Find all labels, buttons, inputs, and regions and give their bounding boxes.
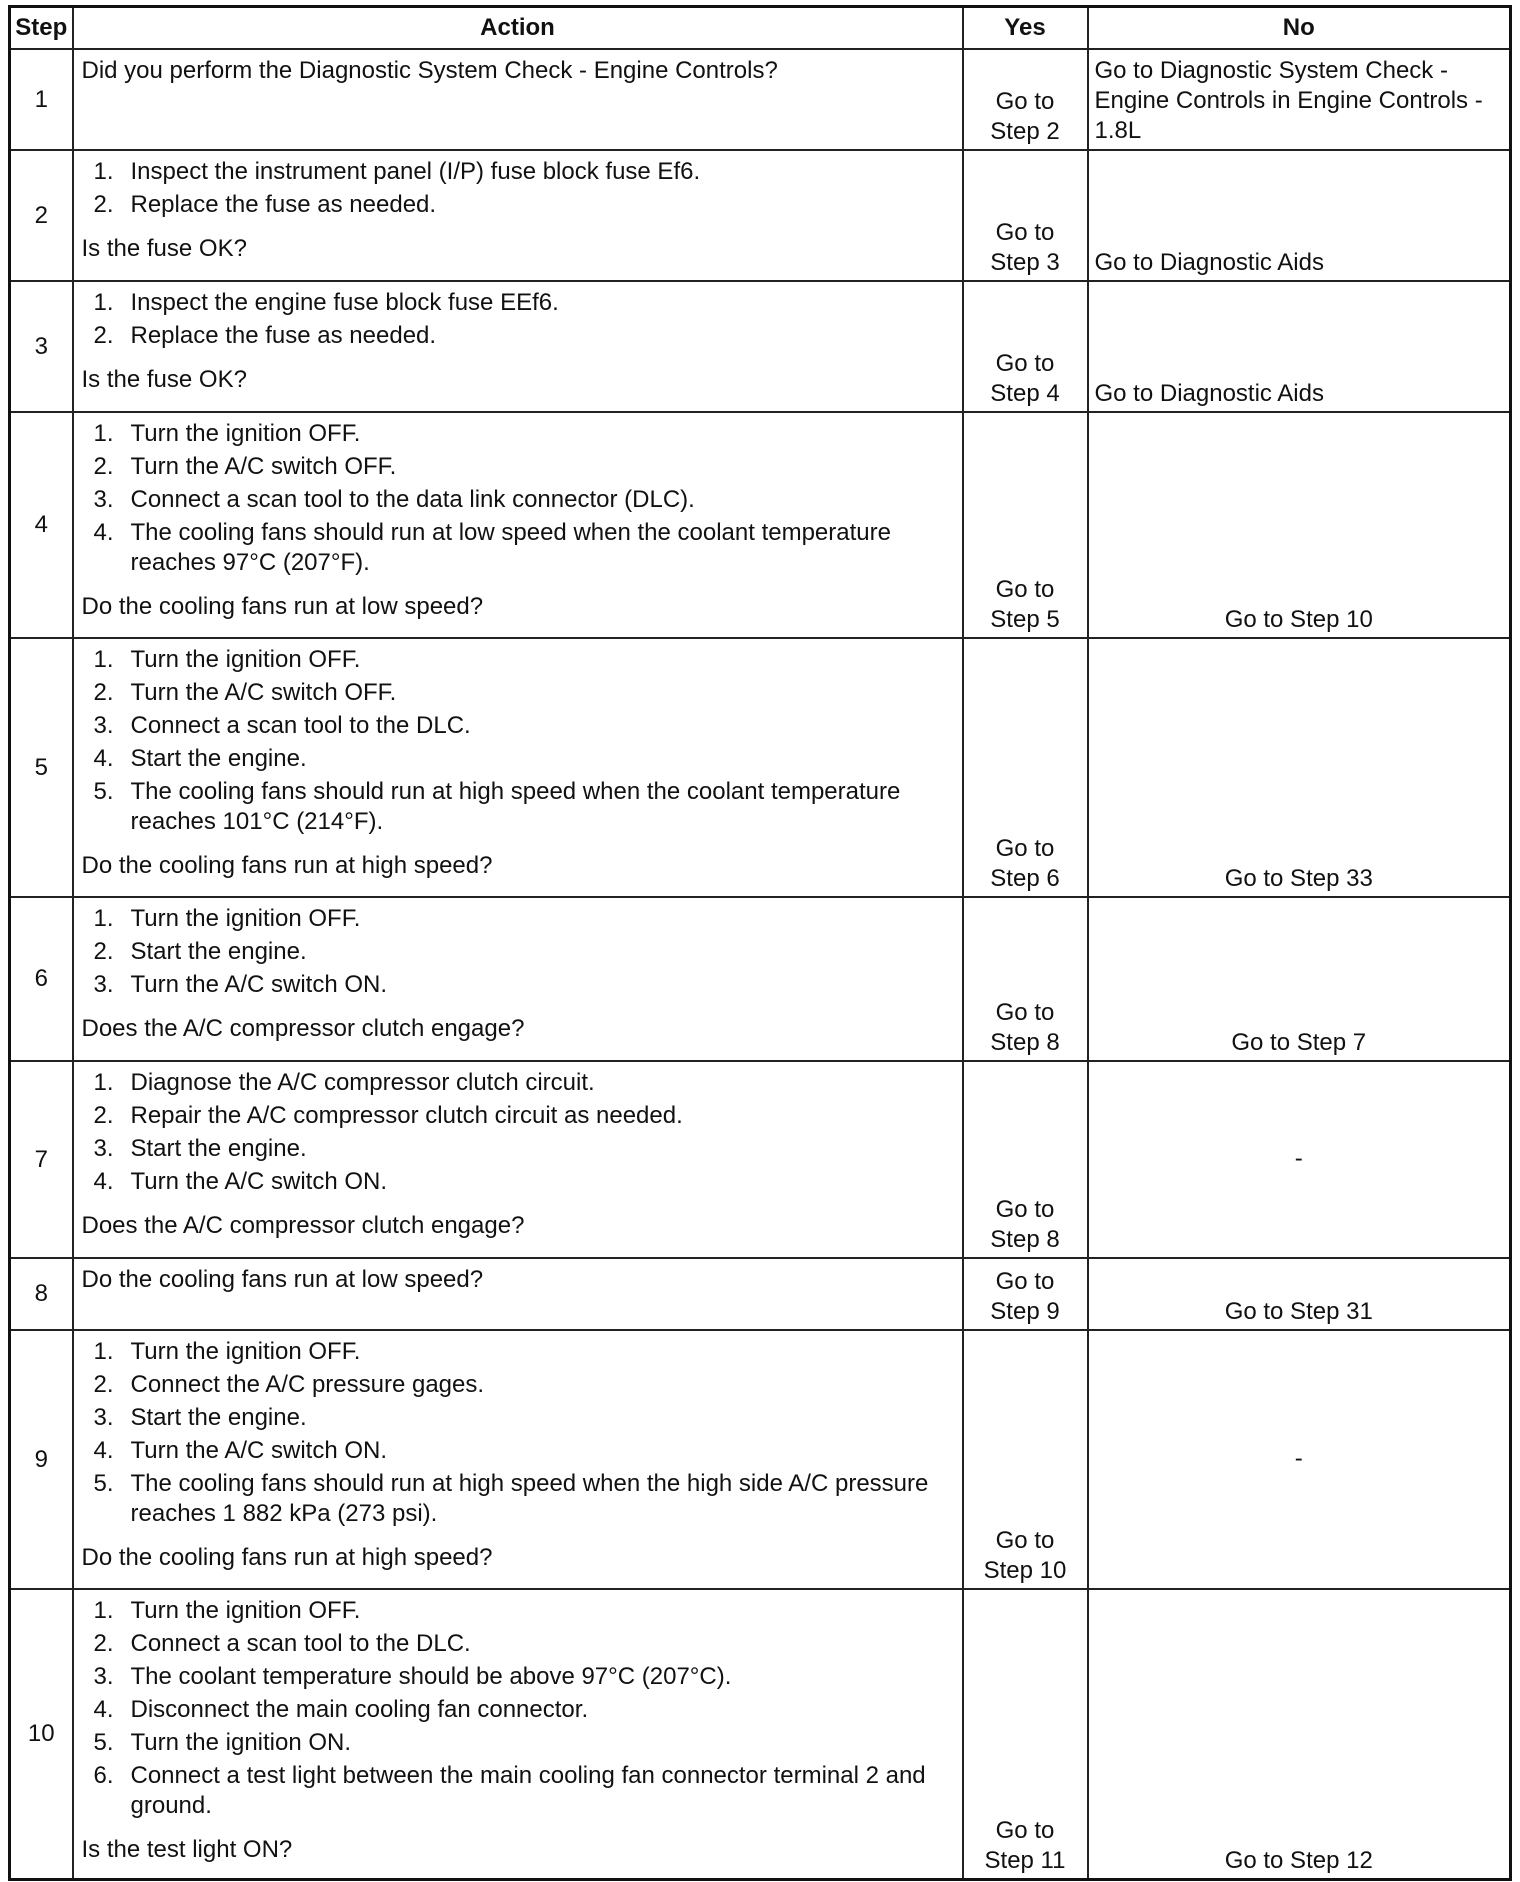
yes-cell xyxy=(963,281,1088,412)
action-steps xyxy=(82,419,954,578)
action-steps xyxy=(82,1068,954,1197)
item-text: Connect the A/C pressure gages. xyxy=(130,1371,485,1398)
header-yes: Yes xyxy=(963,7,1088,50)
item-number: 1. xyxy=(93,646,114,673)
action-question: Do the cooling fans run at high speed? xyxy=(81,852,493,879)
yes-goto: Go to xyxy=(995,576,1055,603)
item-text: Turn the ignition OFF. xyxy=(130,1597,361,1624)
item-number: 4. xyxy=(93,1696,114,1723)
no-cell: Go to Step 31 xyxy=(1088,1258,1511,1330)
item-number: 2. xyxy=(93,938,114,965)
item-number: 1. xyxy=(93,905,114,932)
item-text: Start the engine. xyxy=(130,745,307,772)
item-number: 3. xyxy=(93,1663,114,1690)
list-item xyxy=(82,1761,954,1821)
item-number: 1. xyxy=(93,289,114,316)
item-text: Start the engine. xyxy=(130,1404,307,1431)
no-cell: Go to Step 12 xyxy=(1088,1589,1511,1879)
table-row xyxy=(10,281,1511,412)
yes-step: Step 8 xyxy=(990,1226,1060,1253)
item-number: 4. xyxy=(93,519,114,546)
yes-goto: Go to xyxy=(995,88,1055,115)
list-item xyxy=(82,1403,954,1433)
item-text: Turn the ignition OFF. xyxy=(130,420,361,447)
list-item xyxy=(82,970,954,1000)
item-text: Start the engine. xyxy=(130,1135,307,1162)
item-number: 1. xyxy=(93,1069,114,1096)
list-item xyxy=(82,1695,954,1725)
yes-step: Step 11 xyxy=(984,1846,1066,1874)
item-text: Repair the A/C compressor clutch circuit as needed. xyxy=(130,1102,683,1129)
item-text: Disconnect the main cooling fan connector. xyxy=(130,1696,589,1723)
list-item xyxy=(82,1337,954,1367)
item-text: Turn the ignition OFF. xyxy=(130,646,361,673)
table-row xyxy=(10,638,1511,897)
action-steps xyxy=(82,1337,954,1529)
table-row xyxy=(10,897,1511,1061)
item-number: 4. xyxy=(93,1437,114,1464)
list-item xyxy=(82,1662,954,1692)
yes-cell xyxy=(963,1258,1088,1330)
step-number: 10 xyxy=(10,1589,73,1879)
list-item xyxy=(82,1728,954,1758)
item-text: The cooling fans should run at high speed when the high side A/C pressure reaches 1 882 kPa (273 psi). xyxy=(130,1470,929,1527)
item-text: Start the engine. xyxy=(130,938,307,965)
item-number: 3. xyxy=(93,1135,114,1162)
list-item xyxy=(82,1436,954,1466)
list-item xyxy=(82,157,954,187)
item-number: 6. xyxy=(93,1762,114,1789)
item-text: The coolant temperature should be above 97°C (207°C). xyxy=(130,1663,732,1690)
action-question: Do the cooling fans run at high speed? xyxy=(81,1544,493,1571)
table-row xyxy=(10,150,1511,281)
item-text: The cooling fans should run at low speed when the coolant temperature reaches 97°C (207°F). xyxy=(130,519,891,576)
item-text: Replace the fuse as needed. xyxy=(130,322,437,349)
step-number: 1 xyxy=(10,49,73,150)
item-text: Diagnose the A/C compressor clutch circuit. xyxy=(130,1069,595,1096)
action-cell xyxy=(73,412,963,638)
item-number: 1. xyxy=(93,158,114,185)
action-question: Did you perform the Diagnostic System Check - Engine Controls? xyxy=(81,57,778,84)
item-text: Turn the ignition OFF. xyxy=(130,1338,361,1365)
no-cell: Go to Step 33 xyxy=(1088,638,1511,897)
action-question: Does the A/C compressor clutch engage? xyxy=(81,1212,525,1239)
item-text: Connect a test light between the main cooling fan connector terminal 2 and ground. xyxy=(130,1762,926,1819)
yes-goto: Go to xyxy=(995,835,1055,862)
yes-step: Step 5 xyxy=(990,606,1060,633)
item-number: 2. xyxy=(93,1630,114,1657)
item-text: Inspect the instrument panel (I/P) fuse block fuse Ef6. xyxy=(130,158,701,185)
list-item xyxy=(82,452,954,482)
no-cell: - xyxy=(1088,1061,1511,1258)
yes-goto: Go to xyxy=(995,1196,1055,1223)
no-cell: Go to Diagnostic System Check - Engine Controls in Engine Controls - 1.8L xyxy=(1088,49,1511,150)
item-number: 1. xyxy=(93,1597,114,1624)
list-item xyxy=(82,937,954,967)
yes-goto: Go to xyxy=(995,1816,1055,1844)
action-cell xyxy=(73,638,963,897)
list-item xyxy=(82,1101,954,1131)
yes-goto: Go to xyxy=(995,350,1055,377)
item-text: Turn the A/C switch ON. xyxy=(130,1437,388,1464)
action-cell xyxy=(73,897,963,1061)
action-question: Is the fuse OK? xyxy=(81,366,247,393)
yes-cell xyxy=(963,150,1088,281)
yes-step: Step 3 xyxy=(990,249,1060,276)
action-cell xyxy=(73,1258,963,1330)
action-cell xyxy=(73,150,963,281)
list-item xyxy=(82,419,954,449)
step-number: 4 xyxy=(10,412,73,638)
item-number: 4. xyxy=(93,1168,114,1195)
yes-cell xyxy=(963,49,1088,150)
table-row xyxy=(10,1330,1511,1589)
list-item xyxy=(82,744,954,774)
item-text: Turn the A/C switch ON. xyxy=(130,1168,388,1195)
yes-goto: Go to xyxy=(995,1268,1055,1295)
no-cell: Go to Step 7 xyxy=(1088,897,1511,1061)
no-cell: Go to Diagnostic Aids xyxy=(1088,281,1511,412)
yes-step: Step 6 xyxy=(990,865,1060,892)
yes-step: Step 10 xyxy=(983,1557,1067,1584)
action-steps xyxy=(82,904,954,1000)
action-question: Is the test light ON? xyxy=(81,1836,293,1863)
item-number: 3. xyxy=(93,1404,114,1431)
list-item xyxy=(82,1134,954,1164)
yes-cell xyxy=(963,1330,1088,1589)
yes-cell xyxy=(963,1061,1088,1258)
action-cell xyxy=(73,1589,963,1879)
step-number: 3 xyxy=(10,281,73,412)
step-number: 8 xyxy=(10,1258,73,1330)
list-item xyxy=(82,711,954,741)
yes-step: Step 8 xyxy=(990,1029,1060,1056)
step-number: 6 xyxy=(10,897,73,1061)
list-item xyxy=(82,321,954,351)
item-number: 2. xyxy=(93,1371,114,1398)
list-item xyxy=(82,1370,954,1400)
item-number: 2. xyxy=(93,191,114,218)
no-cell: Go to Diagnostic Aids xyxy=(1088,150,1511,281)
list-item xyxy=(82,1068,954,1098)
table-row xyxy=(10,49,1511,150)
yes-goto: Go to xyxy=(995,999,1055,1026)
list-item xyxy=(82,518,954,578)
item-number: 2. xyxy=(93,1102,114,1129)
step-number: 2 xyxy=(10,150,73,281)
list-item xyxy=(82,1629,954,1659)
list-item xyxy=(82,1596,954,1626)
action-cell xyxy=(73,281,963,412)
list-item xyxy=(82,1167,954,1197)
item-number: 2. xyxy=(93,453,114,480)
item-number: 3. xyxy=(93,712,114,739)
table-row xyxy=(10,1061,1511,1258)
item-number: 2. xyxy=(93,679,114,706)
list-item xyxy=(82,288,954,318)
step-number: 5 xyxy=(10,638,73,897)
item-number: 4. xyxy=(93,745,114,772)
header-step: Step xyxy=(10,7,73,50)
list-item xyxy=(82,1469,954,1529)
item-text: Turn the A/C switch OFF. xyxy=(130,453,397,480)
yes-cell xyxy=(963,412,1088,638)
action-question: Does the A/C compressor clutch engage? xyxy=(81,1015,525,1042)
table-row xyxy=(10,412,1511,638)
diagnostic-table xyxy=(8,5,1512,1881)
item-number: 2. xyxy=(93,322,114,349)
list-item xyxy=(82,777,954,837)
step-number: 7 xyxy=(10,1061,73,1258)
table-row xyxy=(10,1589,1511,1879)
item-text: Replace the fuse as needed. xyxy=(130,191,437,218)
yes-step: Step 9 xyxy=(990,1298,1060,1325)
action-steps xyxy=(82,157,954,220)
list-item xyxy=(82,190,954,220)
action-steps xyxy=(82,288,954,351)
action-question: Do the cooling fans run at low speed? xyxy=(81,593,484,620)
item-number: 1. xyxy=(93,420,114,447)
item-text: Turn the ignition OFF. xyxy=(130,905,361,932)
yes-step: Step 4 xyxy=(990,380,1060,407)
header-action: Action xyxy=(73,7,963,50)
item-text: Connect a scan tool to the DLC. xyxy=(130,1630,471,1657)
yes-cell xyxy=(963,638,1088,897)
item-text: Turn the A/C switch ON. xyxy=(130,971,388,998)
action-question: Is the fuse OK? xyxy=(81,235,247,262)
list-item xyxy=(82,678,954,708)
item-number: 1. xyxy=(93,1338,114,1365)
list-item xyxy=(82,485,954,515)
table-header-row xyxy=(10,7,1511,50)
action-steps xyxy=(82,1596,954,1821)
yes-cell xyxy=(963,897,1088,1061)
step-number: 9 xyxy=(10,1330,73,1589)
item-text: The cooling fans should run at high speed when the coolant temperature reaches 101°C (214°F). xyxy=(130,778,901,835)
yes-goto: Go to xyxy=(995,1527,1055,1554)
yes-cell xyxy=(963,1589,1088,1879)
item-number: 5. xyxy=(93,1470,114,1497)
item-text: Turn the ignition ON. xyxy=(130,1729,352,1756)
list-item xyxy=(82,645,954,675)
no-cell: Go to Step 10 xyxy=(1088,412,1511,638)
list-item xyxy=(82,904,954,934)
item-text: Turn the A/C switch OFF. xyxy=(130,679,397,706)
item-number: 3. xyxy=(93,486,114,513)
table-row xyxy=(10,1258,1511,1330)
item-number: 5. xyxy=(93,778,114,805)
action-question: Do the cooling fans run at low speed? xyxy=(81,1266,484,1293)
header-no: No xyxy=(1088,7,1511,50)
yes-goto: Go to xyxy=(995,219,1055,246)
item-number: 5. xyxy=(93,1729,114,1756)
item-text: Connect a scan tool to the DLC. xyxy=(130,712,471,739)
item-text: Inspect the engine fuse block fuse EEf6. xyxy=(130,289,559,316)
action-steps xyxy=(82,645,954,837)
yes-step: Step 2 xyxy=(990,118,1060,145)
action-cell xyxy=(73,49,963,150)
action-cell xyxy=(73,1330,963,1589)
action-cell xyxy=(73,1061,963,1258)
item-number: 3. xyxy=(93,971,114,998)
item-text: Connect a scan tool to the data link connector (DLC). xyxy=(130,486,695,513)
no-cell: - xyxy=(1088,1330,1511,1589)
